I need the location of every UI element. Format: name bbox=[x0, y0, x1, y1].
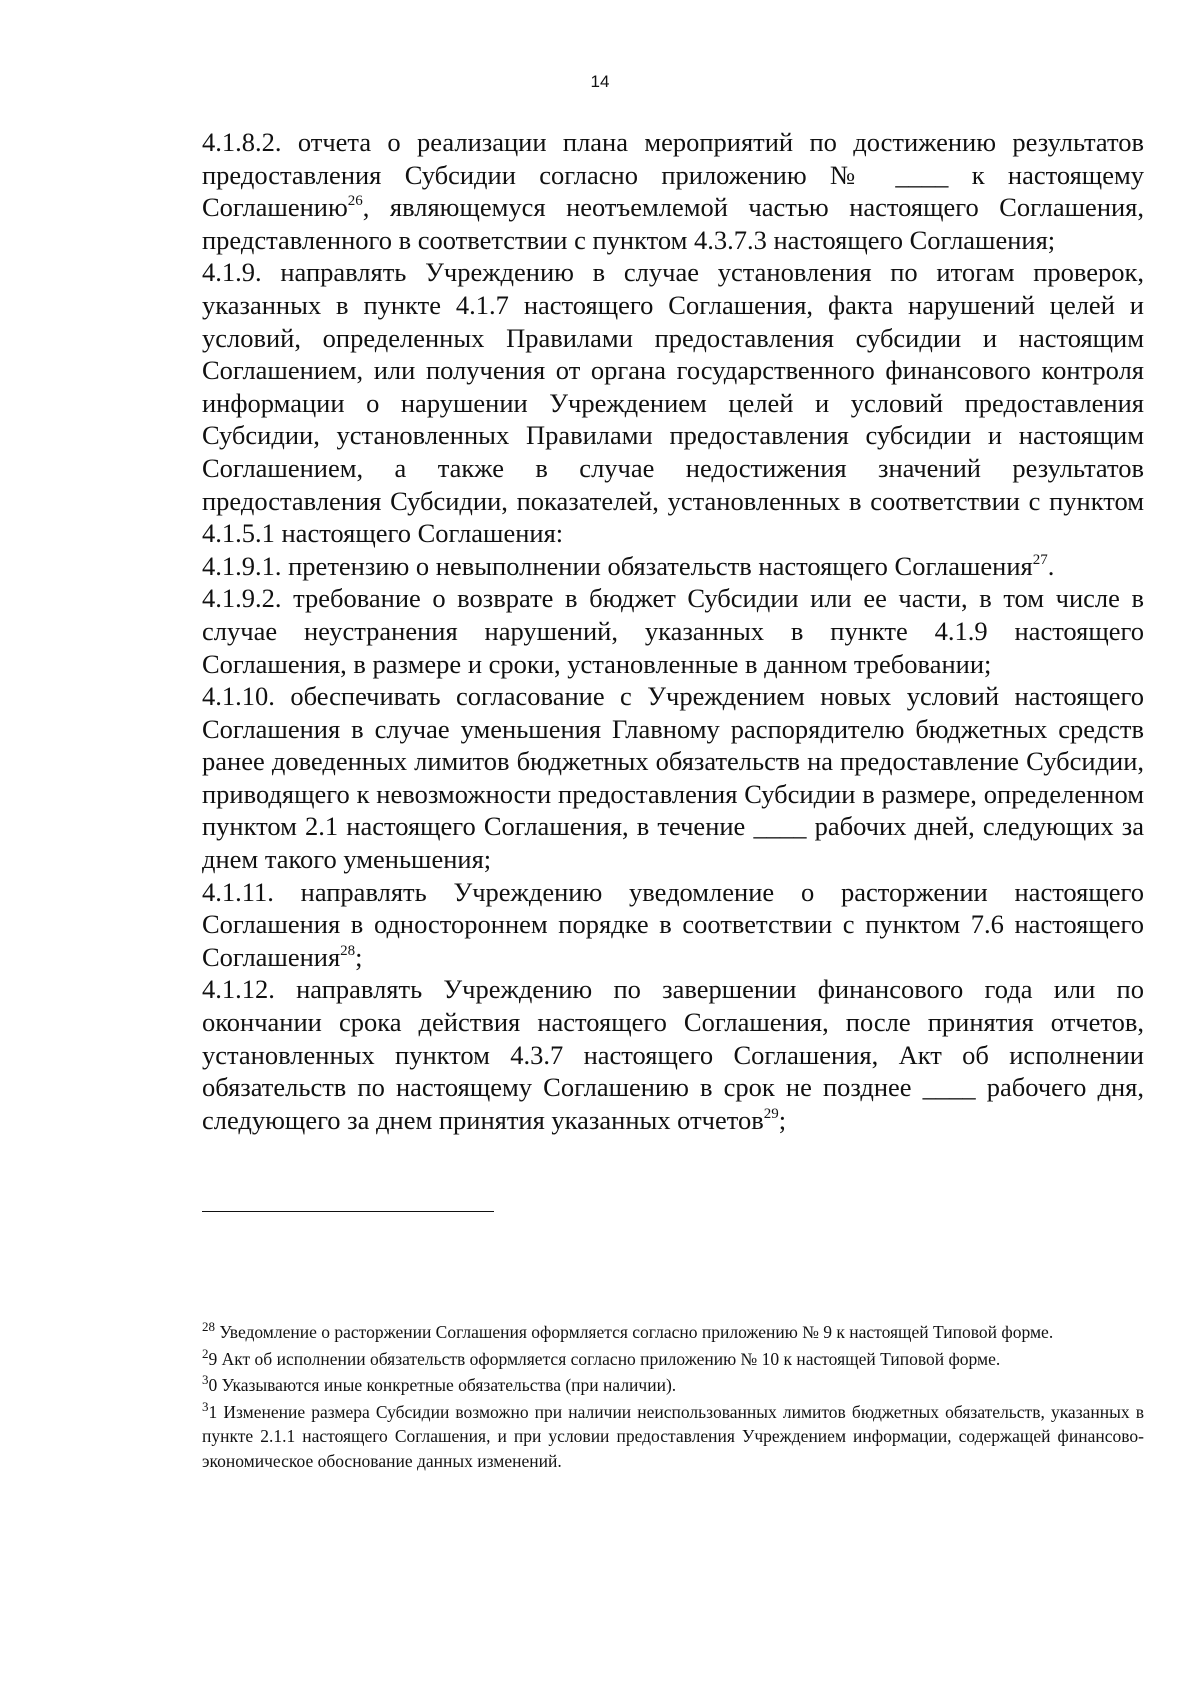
paragraph-text-tail: , являющемуся неотъемлемой частью настоящего Соглашения, представленного в соответствии с пунктом 4.3.7.3 настоящего Соглашения; bbox=[202, 192, 1144, 255]
footnote-ref-27[interactable]: 27 bbox=[1032, 551, 1048, 568]
paragraph-text-tail: ; bbox=[778, 1104, 787, 1135]
paragraph-text: 4.1.9. направлять Учреждению в случае установления по итогам проверок, указанных в пункте 4.1.7 настоящего Соглашения, факта нарушений целей и условий, определенных Правилами предоставления субсидии и настоящим Соглашением, или получения от органа государственного финансового контроля информации о нарушении Учреждением целей и условий предоставления Субсидии, установленных Правилами предоставления субсидии и настоящим Соглашением, а также в случае недостижения значений результатов предоставления Субсидии, показателей, установленных в соответствии с пунктом 4.1.5.1 настоящего Соглашения: bbox=[202, 257, 1144, 549]
footnote-ref-26[interactable]: 26 bbox=[347, 193, 363, 210]
footnote-28 bbox=[202, 1320, 1144, 1345]
footnote-separator bbox=[202, 1211, 494, 1212]
footnote-text: 9 Акт об исполнении обязательств оформляется согласно приложению № 10 к настоящей Типовой форме. bbox=[208, 1348, 1001, 1369]
paragraph-text-tail: . bbox=[1047, 550, 1055, 581]
footnote-mark: 3 bbox=[202, 1398, 209, 1414]
footnote-mark: 28 bbox=[202, 1319, 215, 1334]
paragraph-4-1-9 bbox=[202, 256, 1144, 549]
footnote-mark: 2 bbox=[202, 1345, 209, 1361]
document-body bbox=[202, 126, 1144, 1136]
paragraph-4-1-8-2 bbox=[202, 126, 1144, 256]
paragraph-text: 4.1.9.2. требование о возврате в бюджет Субсидии или ее части, в том числе в случае неустранения нарушений, указанных в пункте 4.1.9 настоящего Соглашения, в размере и сроки, установленные в данном требовании; bbox=[202, 583, 1144, 679]
paragraph-text: 4.1.8.2. отчета о реализации плана мероприятий по достижению результатов предоставления Субсидии согласно приложению № ____ к настоящему Соглашению bbox=[202, 127, 1144, 223]
paragraph-4-1-9-1 bbox=[202, 550, 1144, 583]
footnote-31 bbox=[202, 1400, 1144, 1474]
footnote-30 bbox=[202, 1373, 1144, 1398]
page-number: 14 bbox=[590, 72, 610, 91]
footnote-mark: 3 bbox=[202, 1372, 209, 1387]
footnote-text: 1 Изменение размера Субсидии возможно при наличии неиспользованных лимитов бюджетных обязательств, указанных в пункте 2.1.1 настоящего Соглашения, и при условии предоставления Учреждением информации, содержащей финансово- экономическое обоснование данных изменений. bbox=[202, 1401, 1144, 1471]
paragraph-text-tail: ; bbox=[355, 941, 363, 972]
paragraph-4-1-12 bbox=[202, 973, 1144, 1136]
footnote-text: 0 Указываются иные конкретные обязательства (при наличии). bbox=[208, 1375, 677, 1395]
paragraph-4-1-10 bbox=[202, 680, 1144, 876]
footnotes bbox=[202, 1320, 1144, 1475]
paragraph-4-1-11 bbox=[202, 876, 1144, 974]
paragraph-text: 4.1.10. обеспечивать согласование с Учреждением новых условий настоящего Соглашения в случае уменьшения Главному распорядителю бюджетных средств ранее доведенных лимитов бюджетных обязательств на предоставление Субсидии, приводящего к невозможности предоставления Субсидии в размере, определенном пунктом 2.1 настоящего Соглашения, в течение ____ рабочих дней, следующих за днем такого уменьшения; bbox=[202, 681, 1144, 875]
paragraph-4-1-9-2 bbox=[202, 582, 1144, 680]
paragraph-text: 4.1.11. направлять Учреждению уведомление о расторжении настоящего Соглашения в одностороннем порядке в соответствии с пунктом 7.6 настоящего Соглашения bbox=[202, 876, 1144, 972]
paragraph-text: 4.1.12. направлять Учреждению по завершении финансового года или по окончании срока действия настоящего Соглашения, после принятия отчетов, установленных пунктом 4.3.7 настоящего Соглашения, Акт об исполнении обязательств по настоящему Соглашению в срок не позднее ____ рабочего дня, следующего за днем принятия указанных отчетов bbox=[202, 974, 1144, 1135]
footnote-29 bbox=[202, 1347, 1144, 1372]
paragraph-text: 4.1.9.1. претензию о невыполнении обязательств настоящего Соглашения bbox=[202, 550, 1033, 581]
footnote-ref-28[interactable]: 28 bbox=[340, 942, 356, 959]
footnote-text: Уведомление о расторжении Соглашения оформляется согласно приложению № 9 к настоящей Типовой форме. bbox=[215, 1322, 1054, 1342]
footnote-ref-29[interactable]: 29 bbox=[763, 1105, 779, 1122]
